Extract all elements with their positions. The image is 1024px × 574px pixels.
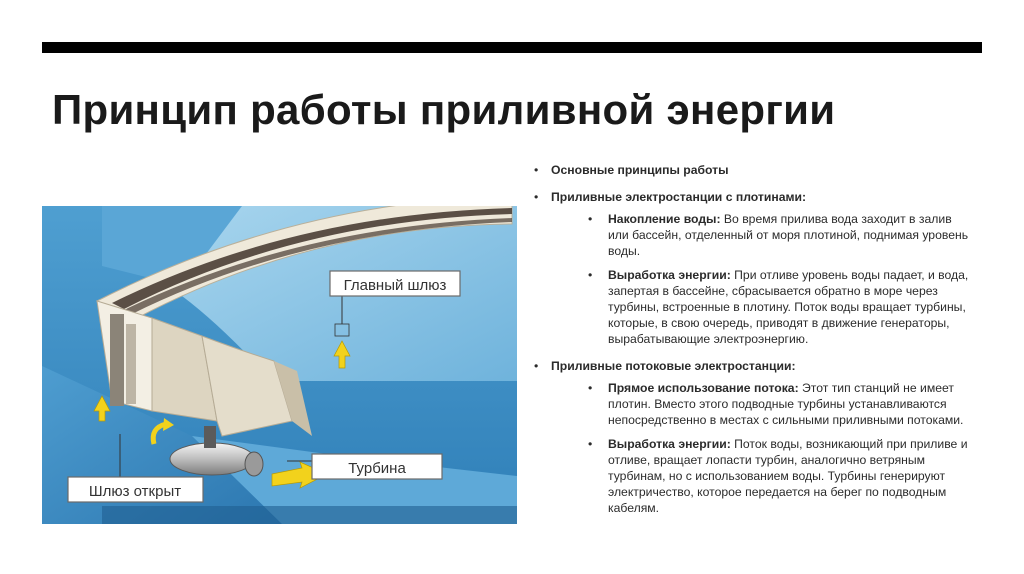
sub-item-head: Накопление воды: (608, 212, 721, 226)
list-item (551, 380, 974, 428)
top-divider-bar (42, 42, 982, 53)
list-item (534, 189, 974, 347)
list-item (534, 358, 974, 516)
sub-item-text: Во время прилива вода заходит в залив или бассейн, отделенный от моря плотиной, поднимая уровень воды. (608, 212, 969, 258)
item-stream-stations: Приливные потоковые электростанции: (551, 359, 796, 373)
tidal-dam-illustration (42, 206, 517, 524)
item-dam-stations: Приливные электростанции с плотинами: (551, 190, 807, 204)
label-turbine: Турбина (348, 460, 406, 477)
label-lock-open: Шлюз открыт (88, 483, 182, 500)
sub-item-head: Выработка энергии: (608, 268, 731, 282)
sub-list (551, 380, 974, 516)
bullet-list (534, 162, 974, 516)
content-text-column (534, 162, 974, 527)
item-basic-principles: Основные принципы работы (551, 163, 729, 177)
sub-item-head: Выработка энергии: (608, 437, 731, 451)
slide-title: Принцип работы приливной энергии (52, 86, 836, 133)
sub-item-text: Поток воды, возникающий при приливе и отливе, вращает лопасти турбин, аналогично ветряным турбинам, но с использованием воды. Турбины генерируют электричество, которое передается на берег по подводным кабелям. (608, 437, 968, 515)
list-item (551, 436, 974, 516)
label-main-lock: Главный шлюз (343, 277, 447, 294)
sub-item-head: Прямое использование потока: (608, 381, 799, 395)
list-item (551, 267, 974, 347)
list-item (551, 211, 974, 259)
sub-item-text: При отливе уровень воды падает, и вода, запертая в бассейне, сбрасывается обратно в море через турбины, встроенные в плотину. Поток воды вращает турбины, которые, в свою очередь, приводят в движение генераторы, вырабатывающие электроэнергию. (608, 268, 969, 346)
sub-item-text: Этот тип станций не имеет плотин. Вместо этого подводные турбины устанавливаются непосредственно в местах с сильными приливными потоками. (608, 381, 964, 427)
sub-list (551, 211, 974, 347)
list-item (534, 162, 974, 178)
